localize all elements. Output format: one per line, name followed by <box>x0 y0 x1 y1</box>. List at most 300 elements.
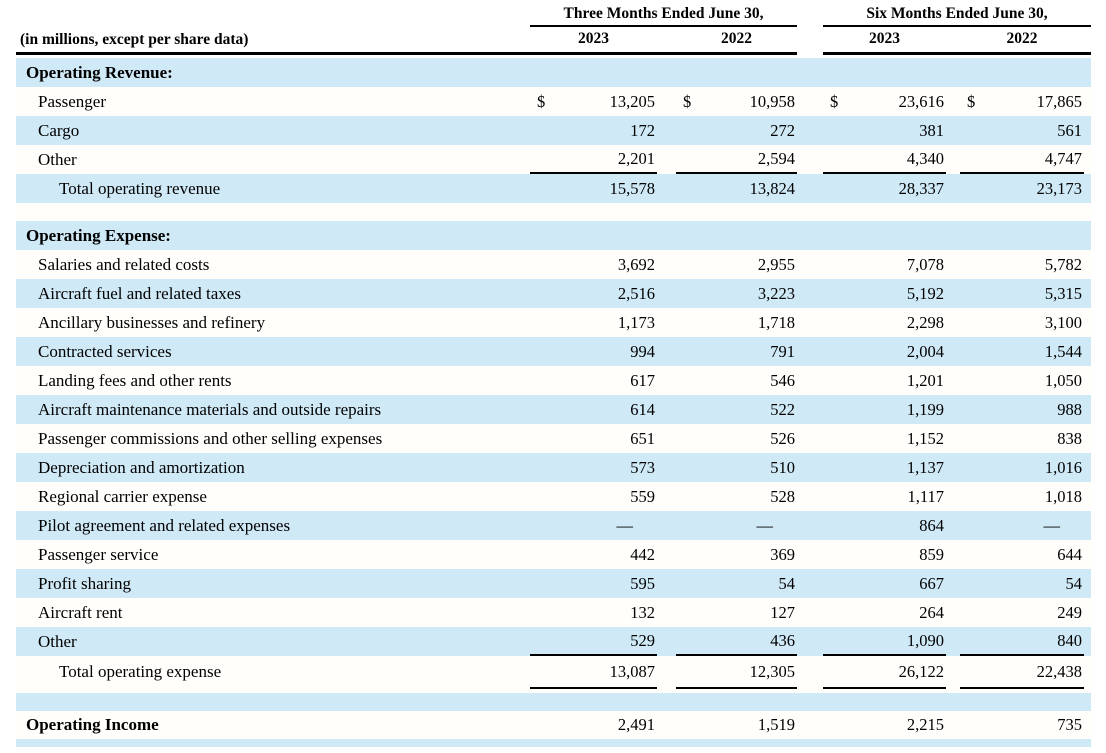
group-gap <box>797 87 823 116</box>
column-gap <box>657 221 676 250</box>
cell-value: 13,824 <box>749 178 795 198</box>
cell-value: 132 <box>630 602 655 622</box>
value-cell-3mo-2022 <box>676 308 797 337</box>
cell-value: 2,594 <box>757 148 795 168</box>
value-cell-6mo-2022 <box>960 58 1084 87</box>
cell-value: 559 <box>630 486 655 506</box>
cell-value: 4,340 <box>906 148 944 168</box>
row-label: Passenger service <box>38 544 159 564</box>
right-pad <box>1084 395 1091 424</box>
value-cell-3mo-2022 <box>676 569 797 598</box>
value-cell-6mo-2023 <box>823 482 946 511</box>
value-cell-6mo-2023 <box>823 250 946 279</box>
group-gap <box>797 711 823 739</box>
cell-value: 381 <box>919 120 944 140</box>
value-cell-6mo-2023 <box>823 627 946 656</box>
period-header-row <box>16 0 1091 27</box>
dollar-sign: $ <box>967 91 976 111</box>
group-gap <box>797 116 823 145</box>
cell-value: 264 <box>919 602 944 622</box>
table-row <box>16 366 1091 395</box>
value-cell-6mo-2022 <box>960 337 1084 366</box>
column-gap <box>657 711 676 739</box>
right-pad <box>1084 116 1091 145</box>
cell-value: 651 <box>630 428 655 448</box>
column-gap <box>657 58 676 87</box>
cell-value: 2,491 <box>617 715 655 734</box>
value-cell-6mo-2022 <box>960 116 1084 145</box>
cell-value: 994 <box>630 341 655 361</box>
value-cell-3mo-2022 <box>676 424 797 453</box>
cell-value: 23,173 <box>1036 178 1082 198</box>
cell-value: 595 <box>630 573 655 593</box>
row-label: Salaries and related costs <box>38 254 210 274</box>
section-header-row <box>16 58 1091 87</box>
cell-value: 3,692 <box>617 254 655 274</box>
right-pad <box>1084 27 1091 55</box>
column-gap <box>657 145 676 174</box>
cell-value: 5,315 <box>1044 283 1082 303</box>
cell-value: 667 <box>919 573 944 593</box>
cell-value: 3,223 <box>757 283 795 303</box>
column-gap <box>946 58 960 87</box>
group-gap <box>797 308 823 337</box>
three-months-group-header: Three Months Ended June 30, <box>530 0 797 27</box>
value-cell-3mo-2022 <box>676 279 797 308</box>
row-label: Pilot agreement and related expenses <box>38 515 291 535</box>
cell-value: 54 <box>1065 573 1082 593</box>
column-gap <box>946 656 960 687</box>
value-cell-6mo-2023 <box>823 58 946 87</box>
value-cell-3mo-2022 <box>676 482 797 511</box>
value-cell-3mo-2022 <box>676 174 797 203</box>
right-pad <box>1084 424 1091 453</box>
cell-value: 1,201 <box>906 370 944 390</box>
row-label: Landing fees and other rents <box>38 370 232 390</box>
value-cell-6mo-2023 <box>823 598 946 627</box>
column-gap <box>946 511 960 540</box>
column-gap <box>657 395 676 424</box>
column-gap <box>657 279 676 308</box>
column-gap <box>657 174 676 203</box>
cell-value: 5,192 <box>906 283 944 303</box>
cell-value: 23,616 <box>898 91 944 111</box>
value-cell-3mo-2023 <box>530 337 657 366</box>
value-cell-6mo-2023 <box>823 540 946 569</box>
value-cell-6mo-2022 <box>960 482 1084 511</box>
right-pad <box>1084 482 1091 511</box>
table-row <box>16 308 1091 337</box>
value-cell-6mo-2023 <box>823 337 946 366</box>
column-gap <box>946 27 960 55</box>
column-gap <box>946 87 960 116</box>
table-row <box>16 395 1091 424</box>
column-gap <box>946 279 960 308</box>
group-gap <box>797 366 823 395</box>
row-label: Operating Expense: <box>26 225 171 245</box>
column-gap <box>657 27 676 55</box>
column-gap <box>946 250 960 279</box>
value-cell-6mo-2022 <box>960 366 1084 395</box>
unit-label: (in millions, except per share data) <box>16 27 530 55</box>
row-label: Aircraft rent <box>38 602 123 622</box>
table-body <box>16 58 1091 747</box>
table-row <box>16 424 1091 453</box>
row-label: Cargo <box>38 120 80 140</box>
cell-value: 26,122 <box>898 661 944 681</box>
column-gap <box>657 627 676 656</box>
spacer-row <box>16 693 1091 711</box>
column-gap <box>657 87 676 116</box>
right-pad <box>1084 145 1091 174</box>
right-pad <box>1084 656 1091 687</box>
value-cell-3mo-2022 <box>676 627 797 656</box>
value-cell-3mo-2022 <box>676 145 797 174</box>
column-gap <box>657 598 676 627</box>
row-label: Aircraft maintenance materials and outside repairs <box>38 399 382 419</box>
value-cell-3mo-2022 <box>676 395 797 424</box>
value-cell-6mo-2022 <box>960 87 1084 116</box>
column-gap <box>946 540 960 569</box>
value-cell-3mo-2022 <box>676 87 797 116</box>
value-cell-3mo-2023 <box>530 453 657 482</box>
right-pad <box>1084 308 1091 337</box>
cell-value: 2,516 <box>617 283 655 303</box>
value-cell-6mo-2023 <box>823 221 946 250</box>
column-gap <box>657 482 676 511</box>
value-cell-3mo-2022 <box>676 598 797 627</box>
cell-value: 249 <box>1057 602 1082 622</box>
cell-value: 529 <box>630 630 655 650</box>
value-cell-3mo-2023 <box>530 656 657 689</box>
column-gap <box>657 540 676 569</box>
row-label: Passenger commissions and other selling expenses <box>38 428 383 448</box>
row-label: Profit sharing <box>38 573 132 593</box>
column-gap <box>946 627 960 656</box>
right-pad <box>1084 279 1091 308</box>
right-pad <box>1084 58 1091 87</box>
table-row <box>16 145 1091 174</box>
value-cell-6mo-2022 <box>960 221 1084 250</box>
value-cell-6mo-2022 <box>960 627 1084 656</box>
cell-value: 644 <box>1057 544 1082 564</box>
group-gap <box>797 221 823 250</box>
column-gap <box>946 366 960 395</box>
value-cell-3mo-2023 <box>530 366 657 395</box>
group-gap <box>797 58 823 87</box>
dollar-sign: $ <box>683 91 692 111</box>
value-cell-3mo-2023 <box>530 569 657 598</box>
row-label: Total operating revenue <box>59 178 221 198</box>
value-cell-6mo-2023 <box>823 87 946 116</box>
value-cell-3mo-2022 <box>676 453 797 482</box>
cell-value: 1,016 <box>1044 457 1082 477</box>
dollar-sign: $ <box>830 91 839 111</box>
row-label: Regional carrier expense <box>38 486 207 506</box>
value-cell-3mo-2023 <box>530 58 657 87</box>
value-cell-3mo-2022 <box>676 337 797 366</box>
cell-value: 1,199 <box>906 399 944 419</box>
column-gap <box>946 424 960 453</box>
group-gap <box>797 279 823 308</box>
value-cell-3mo-2023 <box>530 279 657 308</box>
right-pad <box>1084 453 1091 482</box>
cell-value: 614 <box>630 399 655 419</box>
cell-value: 127 <box>770 602 795 622</box>
cell-value: 528 <box>770 486 795 506</box>
group-gap <box>797 337 823 366</box>
value-cell-6mo-2022 <box>960 453 1084 482</box>
value-cell-3mo-2023 <box>530 87 657 116</box>
cell-value: 22,438 <box>1036 661 1082 681</box>
row-label: Ancillary businesses and refinery <box>38 312 266 332</box>
right-pad <box>1084 711 1091 739</box>
column-gap <box>946 395 960 424</box>
group-gap <box>797 656 823 687</box>
row-label: Depreciation and amortization <box>38 457 245 477</box>
group-gap <box>797 174 823 203</box>
cell-value: 4,747 <box>1044 148 1082 168</box>
value-cell-6mo-2022 <box>960 308 1084 337</box>
table-row <box>16 87 1091 116</box>
value-cell-6mo-2023 <box>823 116 946 145</box>
right-pad <box>1084 366 1091 395</box>
group-gap <box>797 145 823 174</box>
value-cell-6mo-2023 <box>823 711 946 739</box>
cell-value: 510 <box>770 457 795 477</box>
value-cell-6mo-2022 <box>960 598 1084 627</box>
value-cell-6mo-2022 <box>960 656 1084 689</box>
cell-value: 13,205 <box>609 91 655 111</box>
table-row <box>16 453 1091 482</box>
value-cell-3mo-2023 <box>530 482 657 511</box>
column-gap <box>946 711 960 739</box>
column-gap <box>946 337 960 366</box>
right-pad <box>1084 250 1091 279</box>
value-cell-3mo-2022 <box>676 511 797 540</box>
cell-value: 2,201 <box>617 148 655 168</box>
value-cell-6mo-2022 <box>960 424 1084 453</box>
cell-value: 526 <box>770 428 795 448</box>
cell-value: 1,718 <box>757 312 795 332</box>
value-cell-3mo-2023 <box>530 395 657 424</box>
right-pad <box>1084 221 1091 250</box>
cell-value: 5,782 <box>1044 254 1082 274</box>
value-cell-3mo-2023 <box>530 250 657 279</box>
column-gap <box>657 366 676 395</box>
value-cell-3mo-2023 <box>530 221 657 250</box>
value-cell-6mo-2023 <box>823 656 946 689</box>
row-label: Contracted services <box>38 341 172 361</box>
value-cell-6mo-2023 <box>823 366 946 395</box>
column-gap <box>946 145 960 174</box>
value-cell-6mo-2022 <box>960 250 1084 279</box>
value-cell-3mo-2022 <box>676 540 797 569</box>
section-header-row <box>16 221 1091 250</box>
cell-value: 1,090 <box>906 630 944 650</box>
value-cell-6mo-2022 <box>960 395 1084 424</box>
cell-value: 864 <box>919 515 944 535</box>
cell-value: 617 <box>630 370 655 390</box>
value-cell-3mo-2023 <box>530 627 657 656</box>
cell-value: 838 <box>1057 428 1082 448</box>
column-gap <box>946 598 960 627</box>
right-pad <box>1084 511 1091 540</box>
row-label: Total operating expense <box>59 661 222 681</box>
value-cell-6mo-2023 <box>823 395 946 424</box>
value-cell-6mo-2022 <box>960 569 1084 598</box>
group-gap <box>797 453 823 482</box>
column-gap <box>946 116 960 145</box>
cell-value: 369 <box>770 544 795 564</box>
column-gap <box>946 308 960 337</box>
cell-value: 2,004 <box>906 341 944 361</box>
header-spacer <box>16 0 530 27</box>
group-gap <box>797 395 823 424</box>
cell-value: 1,018 <box>1044 486 1082 506</box>
table-row <box>16 250 1091 279</box>
column-gap <box>946 174 960 203</box>
value-cell-3mo-2022 <box>676 250 797 279</box>
value-cell-3mo-2023 <box>530 116 657 145</box>
six-months-group-header: Six Months Ended June 30, <box>823 0 1091 27</box>
cell-value: — <box>756 515 773 535</box>
column-gap <box>657 453 676 482</box>
row-label: Passenger <box>38 91 106 111</box>
cell-value: 54 <box>778 573 795 593</box>
value-cell-3mo-2023 <box>530 598 657 627</box>
table-row <box>16 569 1091 598</box>
group-gap <box>797 482 823 511</box>
row-label: Aircraft fuel and related taxes <box>38 283 241 303</box>
column-gap <box>946 453 960 482</box>
row-label: Operating Revenue: <box>26 62 173 82</box>
cell-value: 522 <box>770 399 795 419</box>
cell-value: 2,215 <box>906 715 944 734</box>
column-gap <box>657 308 676 337</box>
column-gap <box>657 424 676 453</box>
cell-value: 1,519 <box>757 715 795 734</box>
value-cell-6mo-2022 <box>960 511 1084 540</box>
value-cell-3mo-2023 <box>530 711 657 739</box>
column-gap <box>657 337 676 366</box>
right-pad <box>1084 598 1091 627</box>
value-cell-3mo-2023 <box>530 174 657 203</box>
cell-value: 988 <box>1057 399 1082 419</box>
table-row <box>16 279 1091 308</box>
bottom-strip <box>16 739 1091 747</box>
cell-value: 3,100 <box>1044 312 1082 332</box>
value-cell-3mo-2022 <box>676 711 797 739</box>
cell-value: 28,337 <box>898 178 944 198</box>
cell-value: 7,078 <box>906 254 944 274</box>
cell-value: 1,050 <box>1044 370 1082 390</box>
value-cell-3mo-2023 <box>530 145 657 174</box>
column-gap <box>657 250 676 279</box>
value-cell-6mo-2023 <box>823 308 946 337</box>
cell-value: 1,117 <box>907 486 944 506</box>
year-header-3mo-2022: 2022 <box>676 27 797 55</box>
cell-value: 546 <box>770 370 795 390</box>
cell-value: 1,173 <box>617 312 655 332</box>
cell-value: — <box>1043 515 1060 535</box>
cell-value: 573 <box>630 457 655 477</box>
column-gap <box>946 482 960 511</box>
right-pad <box>1084 540 1091 569</box>
column-gap <box>946 221 960 250</box>
cell-value: 2,955 <box>757 254 795 274</box>
group-gap <box>797 569 823 598</box>
row-label: Other <box>38 631 77 651</box>
right-pad <box>1084 174 1091 203</box>
value-cell-6mo-2022 <box>960 145 1084 174</box>
cell-value: 1,137 <box>906 457 944 477</box>
table-row <box>16 482 1091 511</box>
cell-value: — <box>616 515 633 535</box>
value-cell-3mo-2022 <box>676 58 797 87</box>
value-cell-6mo-2023 <box>823 453 946 482</box>
value-cell-6mo-2023 <box>823 424 946 453</box>
row-label: Operating Income <box>26 715 159 734</box>
column-gap <box>946 569 960 598</box>
value-cell-3mo-2022 <box>676 656 797 689</box>
column-gap <box>657 569 676 598</box>
spacer-row <box>16 203 1091 221</box>
value-cell-3mo-2023 <box>530 540 657 569</box>
group-gap <box>797 0 823 27</box>
right-pad <box>1084 627 1091 656</box>
table-row <box>16 711 1091 739</box>
year-header-6mo-2023: 2023 <box>823 27 946 55</box>
group-gap <box>797 627 823 656</box>
year-header-6mo-2022: 2022 <box>960 27 1084 55</box>
group-gap <box>797 27 823 55</box>
year-header-row <box>16 27 1091 55</box>
value-cell-3mo-2023 <box>530 424 657 453</box>
cell-value: 10,958 <box>749 91 795 111</box>
value-cell-3mo-2023 <box>530 511 657 540</box>
cell-value: 1,544 <box>1044 341 1082 361</box>
dollar-sign: $ <box>537 91 546 111</box>
table-row <box>16 627 1091 656</box>
cell-value: 791 <box>770 341 795 361</box>
cell-value: 2,298 <box>906 312 944 332</box>
column-gap <box>657 116 676 145</box>
group-gap <box>797 598 823 627</box>
cell-value: 12,305 <box>749 661 795 681</box>
table-row <box>16 174 1091 203</box>
right-pad <box>1084 569 1091 598</box>
cell-value: 436 <box>770 630 795 650</box>
cell-value: 13,087 <box>609 661 655 681</box>
cell-value: 172 <box>630 120 655 140</box>
value-cell-3mo-2023 <box>530 308 657 337</box>
value-cell-6mo-2022 <box>960 174 1084 203</box>
table-row <box>16 116 1091 145</box>
cell-value: 272 <box>770 120 795 140</box>
value-cell-6mo-2023 <box>823 145 946 174</box>
group-gap <box>797 511 823 540</box>
row-label: Other <box>38 149 77 169</box>
cell-value: 15,578 <box>609 178 655 198</box>
cell-value: 859 <box>919 544 944 564</box>
cell-value: 735 <box>1057 715 1082 734</box>
cell-value: 442 <box>630 544 655 564</box>
cell-value: 561 <box>1057 120 1082 140</box>
cell-value: 1,152 <box>906 428 944 448</box>
column-gap <box>657 656 676 687</box>
table-row <box>16 540 1091 569</box>
